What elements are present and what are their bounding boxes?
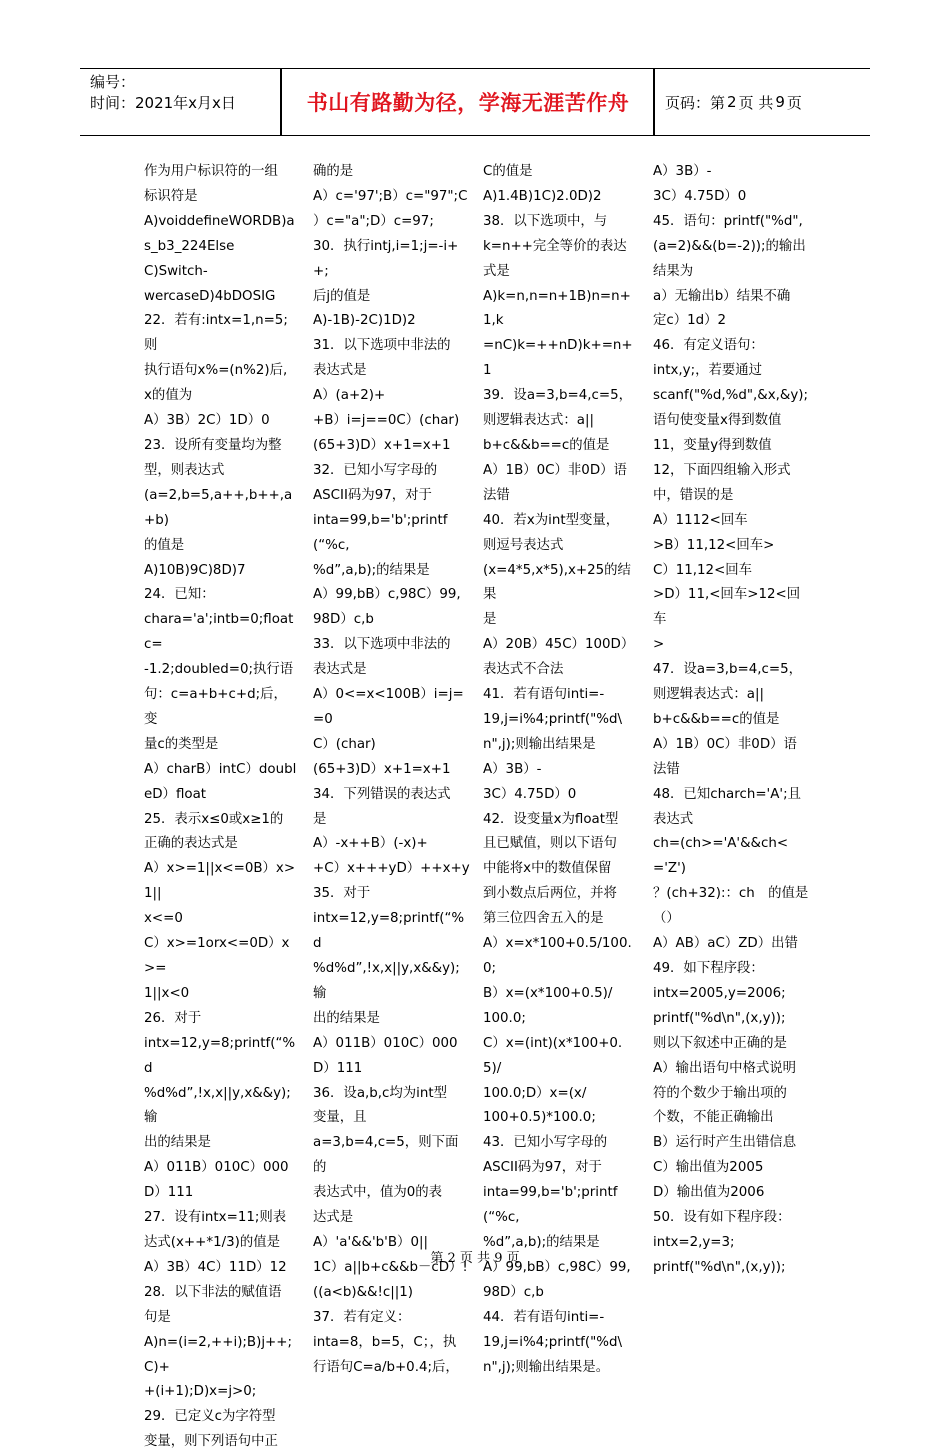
text-line: 法错 [653,761,680,777]
text-line: A）AB）aC）ZD）出错 [653,936,798,952]
text-line: 42．设变量x为float型 [483,811,619,827]
text-line: 语句使变量x得到数值 [653,413,782,429]
text-line: 式是 [483,263,510,279]
text-column-4 [653,160,809,1281]
text-line: 44．若有语句inti=- [483,1309,605,1325]
text-line: 正确的表达式是 [144,836,238,852]
text-line: 45．语句：printf("%d", [653,213,803,229]
text-line: s_b3_224Else [144,238,235,254]
text-line: 是 [313,811,327,827]
text-line: 29．已定义c为字符型 [144,1409,276,1425]
text-line: C）输出值为2005 [653,1160,764,1176]
text-line: A）3B）4C）11D）12 [144,1259,287,1275]
text-line: 40．若x为int型变量， [483,512,620,528]
text-line: eD）float [144,786,207,802]
text-line: 句：c=a+b+c+d;后，变 [144,687,287,727]
text-line: %d”,a,b);的结果是 [483,1234,600,1250]
text-line: 执行语句x%=(n%2)后, [144,363,288,379]
text-line: A）x=x*100+0.5/100.0; [483,936,632,976]
page-header [80,68,870,136]
text-line: 作为用户标识符的一组 [144,164,278,179]
text-line: 37．若有定义： [313,1309,411,1325]
text-line: intx=12,y=8;printf(“%d [313,911,465,952]
text-line: 1C）a||b+c&&b－cD）! [313,1259,468,1275]
text-line: +(i+1);D)x=j>0; [144,1384,257,1400]
text-line: chara='a';intb=0;floatc= [144,612,294,653]
text-column-2 [313,160,470,1380]
text-line: 出的结果是 [313,1010,380,1026]
text-line: 25．表示x≤0或x≥1的 [144,811,284,827]
text-line: intx=2005,y=2006; [653,985,786,1001]
text-line: 则逗号表达式 [483,537,564,553]
text-line: 98D）c,b [313,612,374,628]
text-line: A）charB）intC）doubl [144,761,297,777]
text-line: printf("%d\n",(x,y)); [653,1010,786,1026]
text-line: A）输出语句中格式说明 [653,1060,797,1076]
text-line: a=3,b=4,c=5，则下面的 [313,1135,459,1176]
text-line: -1.2;doubled=0;执行语 [144,662,294,678]
text-line: ？(ch+32):：ch 的值是 [653,886,809,902]
text-line: 表达式中，值为0的表 [313,1185,443,1201]
text-line: A）011B）010C）000 [144,1160,289,1176]
text-line: C）(char) [313,736,376,752]
text-line: C）x=(int)(x*100+0.5)/ [483,1035,623,1076]
text-line: A）c='97';B）c="97";C [313,188,468,204]
text-line: 34．下列错误的表达式 [313,786,451,802]
text-line: >B）11,12<回车> [653,537,775,553]
text-line: 中，错误的是 [653,487,734,503]
text-line: A）0<=x<100B）i=j==0 [313,687,464,727]
text-line: 22．若有:intx=1,n=5;则 [144,313,288,354]
text-line: %d”,a,b);的结果是 [313,562,430,578]
text-line: intx,y;，若要通过 [653,363,763,379]
text-line: =nC)k=++nD)k+=n+1 [483,338,633,379]
text-line: +B）i=j==0C）(char) [313,413,460,429]
text-line: 到小数点后两位，并将 [483,886,617,902]
text-line: 27．设有intx=11;则表 [144,1210,287,1226]
text-line: > [653,637,665,653]
text-line: 后j的值是 [313,288,371,304]
text-line: 表达式不合法 [483,662,564,678]
text-line: ）c="a";D）c=97; [313,213,434,229]
text-line: ASCII码为97，对于 [483,1160,602,1176]
text-line: 符的个数少于输出项的 [653,1085,787,1101]
text-line: x<=0 [144,911,183,927]
text-line: A）-x++B）(-x)+ [313,836,428,852]
text-line: 11，变量y得到数值 [653,437,772,453]
text-line: intx=12,y=8;printf(“%d [144,1035,296,1076]
text-line: b+c&&b==c的值是 [653,711,780,727]
page-current: 2 [727,93,737,111]
page-label: 页码：第 [665,93,726,112]
text-line: 47．设a=3,b=4,c=5， [653,662,803,678]
text-line: 100.0; [483,1010,526,1026]
text-line: 100+0.5)*100.0; [483,1110,596,1126]
text-line: A）3B）- [483,761,542,777]
text-line: (a=2)&&(b=-2));的输出 [653,238,806,254]
text-line: 表达式是 [313,363,367,379]
text-line: 是 [483,612,497,628]
text-line: 个数，不能正确输出 [653,1110,774,1126]
text-line: C的值是 [483,164,533,179]
text-line: 33．以下选项中非法的 [313,637,451,653]
text-line: %d%d”,!x,x||y,x&&y);输 [313,961,460,1001]
text-line: 41．若有语句inti=- [483,687,605,703]
text-line: B）运行时产生出错信息 [653,1135,797,1151]
text-line: b+c&&b==c的值是 [483,437,610,453]
text-line: 定c）1d）2 [653,313,727,329]
text-line: 第三位四舍五入的是 [483,911,604,927]
text-line: inta=99,b='b';printf(“%c, [483,1185,618,1226]
text-line: 量c的类型是 [144,736,219,752]
text-line: A）3B）2C）1D）0 [144,413,270,429]
text-line: wercaseD)4bDOSIG [144,288,276,304]
text-line: A）99,bB）c,98C）99, [313,587,461,603]
text-line: 且已赋值，则以下语句 [483,836,617,852]
header-divider [280,69,282,135]
text-line: 19,j=i%4;printf("%d\ [483,1334,623,1350]
page-total: 9 [775,93,785,111]
text-line: x的值为 [144,388,193,404]
text-line: C）x>=1orx<=0D）x>= [144,936,290,976]
text-line: A）3B）- [653,164,712,179]
text-line: 35．对于 [313,886,371,902]
text-line: A）1B）0C）非0D）语 [483,462,627,478]
text-line: >D）11,<回车>12<回车 [653,587,801,628]
text-line: D）输出值为2006 [653,1185,765,1201]
text-line: 38．以下选项中，与 [483,213,608,229]
text-line: a）无输出b）结果不确 [653,288,791,304]
text-line: 则逻辑表达式：a|| [653,687,764,703]
text-line: 43．已知小写字母的 [483,1135,608,1151]
text-line: 变量，则下列语句中正 [144,1434,278,1450]
text-line: 法错 [483,487,510,503]
text-line: A）20B）45C）100D） [483,637,635,653]
page-mid: 页 共 [738,93,774,112]
text-line: 19,j=i%4;printf("%d\ [483,711,623,727]
text-line: printf("%d\n",(x,y)); [653,1259,786,1275]
text-line: 31．以下选项中非法的 [313,338,451,354]
text-line: 3C）4.75D）0 [653,188,747,204]
text-line: ch=(ch>='A'&&ch<='Z') [653,836,789,877]
text-line: 30．执行intj,i=1;j=-i++; [313,238,459,279]
text-line: 48．已知charch='A';且 [653,786,801,802]
text-line: 100.0;D）x=(x/ [483,1085,587,1101]
text-line: 39．设a=3,b=4,c=5， [483,388,633,404]
text-line: A)voiddefineWORDB)a [144,213,295,229]
text-line: A）1112<回车 [653,512,748,528]
text-line: +C）x+++yD）++x+y [313,861,470,877]
text-line: (x=4*5,x*5),x+25的结果 [483,562,631,603]
text-line: ASCII码为97，对于 [313,487,432,503]
text-line: 句是 [144,1309,171,1325]
text-line: 结果为 [653,263,694,279]
text-line: 50．设有如下程序段： [653,1210,791,1226]
text-line: 行语句C=a/b+0.4;后， [313,1359,459,1375]
text-line: 98D）c,b [483,1284,544,1300]
text-line: 3C）4.75D）0 [483,786,577,802]
text-line: （） [653,911,680,927]
text-line: 28．以下非法的赋值语 [144,1284,282,1300]
text-line: 表达式是 [313,662,367,678]
text-line: 12，下面四组输入形式 [653,462,791,478]
text-line: B）x=(x*100+0.5)/ [483,985,613,1001]
text-line: 则逻辑表达式：a|| [483,413,594,429]
text-column-3 [483,160,639,1380]
text-line: 确的是 [313,164,354,179]
text-line: D）111 [144,1185,194,1201]
text-line: 达式(x++*1/3)的值是 [144,1234,281,1250]
text-line: A）011B）010C）000 [313,1035,458,1051]
text-line: 36．设a,b,c均为int型 [313,1085,448,1101]
number-label: 编号： [90,73,136,91]
text-line: 32．已知小写字母的 [313,462,438,478]
text-line: A）x>=1||x<=0B）x>1|| [144,861,296,902]
text-line: A)n=(i=2,++i);B)j++;C)+ [144,1334,293,1375]
text-line: 则以下叙述中正确的是 [653,1035,787,1051]
text-line: 49．如下程序段： [653,961,764,976]
text-line: 变量，且 [313,1110,367,1126]
text-line: 23．设所有变量均为整 [144,437,282,453]
text-line: 的值是 [144,537,185,553]
header-motto: 书山有路勤为径，学海无涯苦作舟 [306,91,630,115]
text-line: (65+3)D）x+1=x+1 [313,761,451,777]
text-line: n",j);则输出结果是 [483,736,596,752]
page-footer: 第 2 页 共 9 页 [430,1251,520,1266]
text-line: k=n++完全等价的表达 [483,238,627,254]
text-line: 46．有定义语句： [653,338,764,354]
header-page-number [665,69,804,135]
text-line: inta=99,b='b';printf(“%c, [313,512,448,553]
page-end: 页 [786,93,802,112]
text-line: intx=2,y=3; [653,1234,735,1250]
text-line: A）'a'&&'b'B）0|| [313,1234,428,1250]
text-line: A)-1B)-2C)1D)2 [313,313,416,329]
text-line: A)1.4B)1C)2.0D)2 [483,188,602,204]
text-line: 型，则表达式 [144,462,225,478]
text-line: A）1B）0C）非0D）语 [653,736,797,752]
header-meta [90,72,236,114]
text-line: 标识符是 [144,188,198,204]
text-line: 达式是 [313,1210,354,1226]
text-line: C)Switch- [144,263,208,279]
text-line: scanf("%d,%d",&x,&y); [653,388,808,404]
text-line: 1||x<0 [144,985,190,1001]
text-line: A)10B)9C)8D)7 [144,562,246,578]
text-line: 出的结果是 [144,1135,211,1151]
text-line: C）11,12<回车 [653,562,753,578]
text-line: (65+3)D）x+1=x+1 [313,437,451,453]
text-line: A）(a+2)+ [313,388,386,404]
header-divider [653,69,655,135]
text-line: n",j);则输出结果是。 [483,1359,610,1375]
text-line: A）99,bB）c,98C）99, [483,1259,631,1275]
text-line: (a=2,b=5,a++,b++,a+b) [144,487,293,528]
time-label: 时间：2021年x月x日 [90,94,236,112]
text-line: ((a<b)&&!c||1) [313,1284,413,1300]
text-line: A)k=n,n=n+1B)n=n+1,k [483,288,631,329]
text-line: inta=8，b=5，C；，执 [313,1334,457,1350]
text-line: %d%d”,!x,x||y,x&&y);输 [144,1085,291,1126]
text-line: 中能将x中的数值保留 [483,861,612,877]
text-line: D）111 [313,1060,363,1076]
text-line: 26．对于 [144,1010,202,1026]
text-line: 24．已知： [144,587,215,603]
text-line: 表达式 [653,811,694,827]
